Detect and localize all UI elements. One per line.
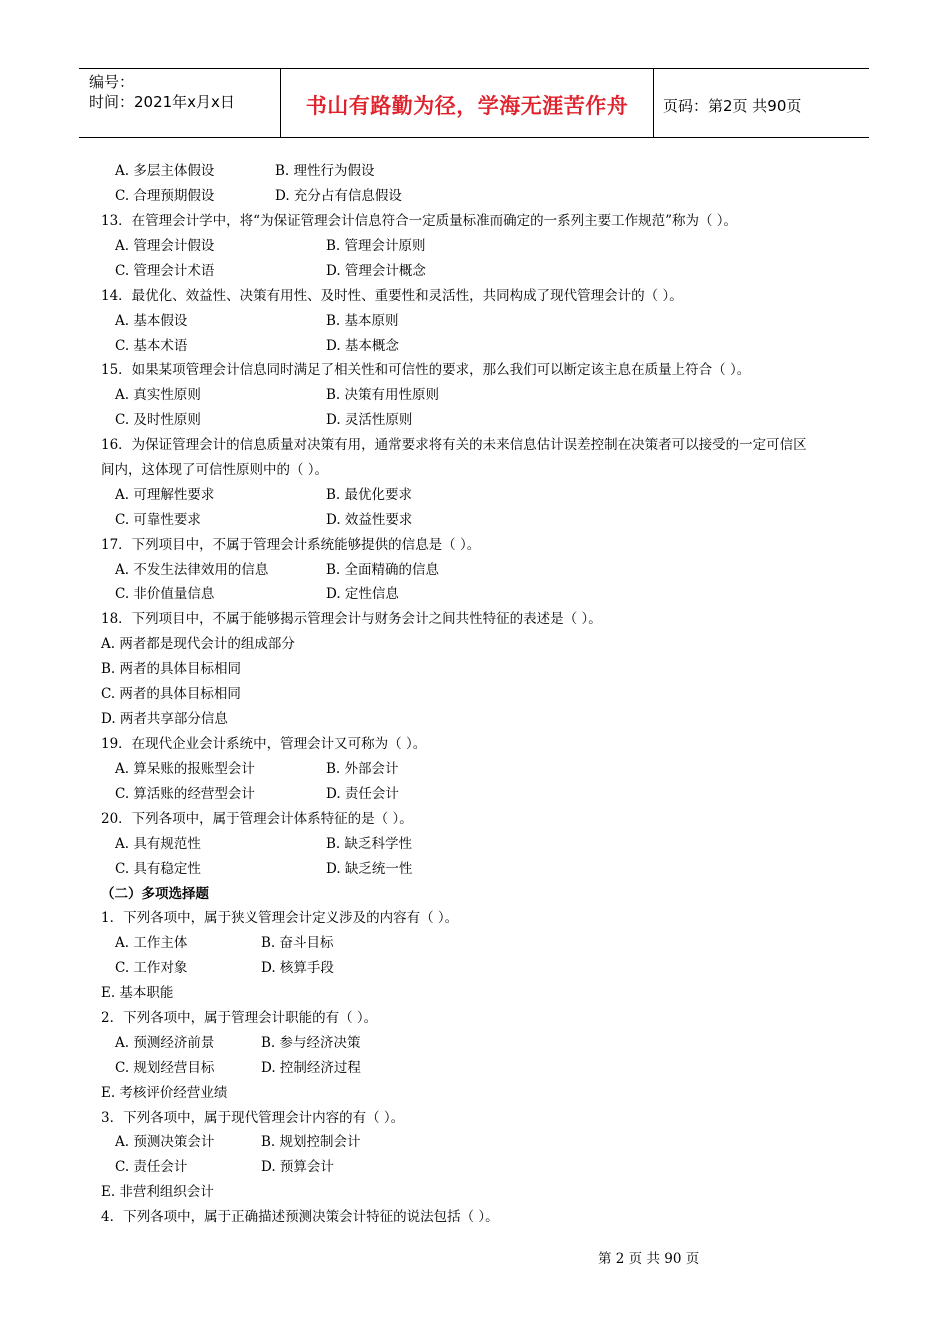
question-stem-continued: 间内，这体现了可信性原则中的（ ）。 xyxy=(101,462,329,478)
page-header xyxy=(79,68,869,138)
header-page-cell xyxy=(653,69,869,137)
question-stem: 2．下列各项中，属于管理会计职能的有（ ）。 xyxy=(101,1010,378,1026)
option: A. 预测决策会计 xyxy=(115,1134,215,1150)
option: A. 多层主体假设 xyxy=(115,163,215,179)
option: A. 真实性原则 xyxy=(115,387,201,403)
option: A. 可理解性要求 xyxy=(115,487,215,503)
option: D. 定性信息 xyxy=(326,586,399,602)
option: C. 基本术语 xyxy=(115,338,188,354)
option: D. 控制经济过程 xyxy=(261,1060,361,1076)
option: C. 具有稳定性 xyxy=(115,861,201,877)
option: D. 管理会计概念 xyxy=(326,263,426,279)
option: D. 核算手段 xyxy=(261,960,334,976)
option: D. 灵活性原则 xyxy=(326,412,413,428)
option: A. 管理会计假设 xyxy=(115,238,215,254)
option: C. 算活账的经营型会计 xyxy=(115,786,255,802)
option: B. 外部会计 xyxy=(326,761,399,777)
option: A. 工作主体 xyxy=(115,935,188,951)
option: D. 两者共享部分信息 xyxy=(101,711,228,727)
option: B. 全面精确的信息 xyxy=(326,562,440,578)
header-motto: 书山有路勤为径，学海无涯苦作舟 xyxy=(305,94,629,118)
option: B. 缺乏科学性 xyxy=(326,836,413,852)
option: E. 非营利组织会计 xyxy=(101,1184,214,1200)
question-stem: 16．为保证管理会计的信息质量对决策有用，通常要求将有关的未来信息估计误差控制在决策者可以接受的一定可信区 xyxy=(101,437,807,453)
section-heading: （二）多项选择题 xyxy=(101,886,209,902)
option: C. 及时性原则 xyxy=(115,412,201,428)
question-stem: 17．下列项目中，不属于管理会计系统能够提供的信息是（ ）。 xyxy=(101,537,481,553)
option: A. 具有规范性 xyxy=(115,836,201,852)
option: B. 最优化要求 xyxy=(326,487,413,503)
question-stem: 1．下列各项中，属于狭义管理会计定义涉及的内容有（ ）。 xyxy=(101,910,459,926)
header-info-cell xyxy=(79,69,280,137)
option: D. 充分占有信息假设 xyxy=(275,188,402,204)
question-stem: 19．在现代企业会计系统中，管理会计又可称为（ ）。 xyxy=(101,736,427,752)
option: B. 理性行为假设 xyxy=(275,163,375,179)
option: B. 基本原则 xyxy=(326,313,399,329)
option: C. 两者的具体目标相同 xyxy=(101,686,241,702)
option: A. 两者都是现代会计的组成部分 xyxy=(101,636,295,652)
option: D. 缺乏统一性 xyxy=(326,861,413,877)
option: A. 预测经济前景 xyxy=(115,1035,215,1051)
option: A. 基本假设 xyxy=(115,313,188,329)
option: D. 责任会计 xyxy=(326,786,399,802)
option: C. 非价值量信息 xyxy=(115,586,215,602)
option: C. 管理会计术语 xyxy=(115,263,215,279)
header-page-number: 页码：第2页 共90页 xyxy=(663,96,802,115)
question-stem: 18．下列项目中，不属于能够揭示管理会计与财务会计之间共性特征的表述是（ ）。 xyxy=(101,611,602,627)
footer-page-number: 第 2 页 共 90 页 xyxy=(598,1251,700,1267)
option: A. 算呆账的报账型会计 xyxy=(115,761,255,777)
option: B. 规划控制会计 xyxy=(261,1134,361,1150)
option: B. 两者的具体目标相同 xyxy=(101,661,242,677)
option: B. 管理会计原则 xyxy=(326,238,426,254)
question-stem: 14．最优化、效益性、决策有用性、及时性、重要性和灵活性，共同构成了现代管理会计的（ ）。 xyxy=(101,288,683,304)
option: C. 合理预期假设 xyxy=(115,188,215,204)
option: B. 决策有用性原则 xyxy=(326,387,440,403)
question-stem: 13．在管理会计学中，将“为保证管理会计信息符合一定质量标准而确定的一系列主要工作规范”称为（ ）。 xyxy=(101,213,738,229)
document-date-label: 时间：2021年x月x日 xyxy=(89,93,235,111)
document-number-label: 编号： xyxy=(89,73,135,91)
option: D. 效益性要求 xyxy=(326,512,413,528)
option: B. 奋斗目标 xyxy=(261,935,334,951)
question-stem: 20．下列各项中，属于管理会计体系特征的是（ ）。 xyxy=(101,811,413,827)
option: C. 规划经营目标 xyxy=(115,1060,215,1076)
option: C. 工作对象 xyxy=(115,960,188,976)
option: D. 预算会计 xyxy=(261,1159,334,1175)
option: D. 基本概念 xyxy=(326,338,399,354)
option: C. 责任会计 xyxy=(115,1159,188,1175)
option: C. 可靠性要求 xyxy=(115,512,201,528)
header-motto-cell xyxy=(280,69,654,137)
option: E. 考核评价经营业绩 xyxy=(101,1085,228,1101)
question-stem: 3．下列各项中，属于现代管理会计内容的有（ ）。 xyxy=(101,1110,405,1126)
option: B. 参与经济决策 xyxy=(261,1035,361,1051)
option: E. 基本职能 xyxy=(101,985,174,1001)
question-stem: 15．如果某项管理会计信息同时满足了相关性和可信性的要求，那么我们可以断定该主息在质量上符合（ ）。 xyxy=(101,362,751,378)
question-stem: 4．下列各项中，属于正确描述预测决策会计特征的说法包括（ ）。 xyxy=(101,1209,499,1225)
option: A. 不发生法律效用的信息 xyxy=(115,562,269,578)
